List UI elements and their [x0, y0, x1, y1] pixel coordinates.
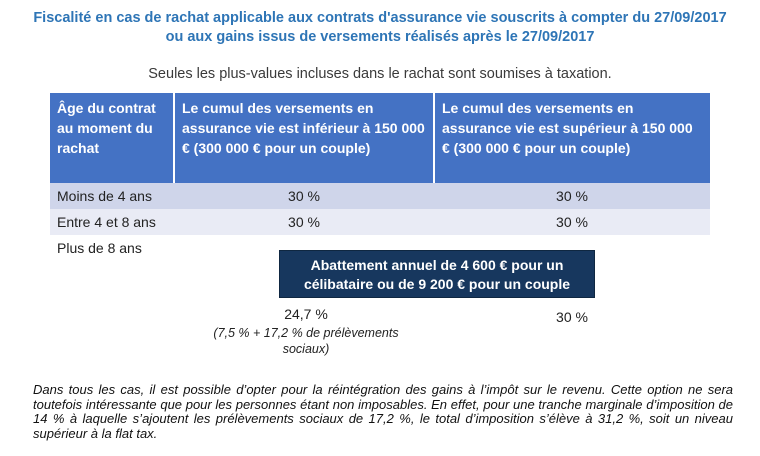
row-superieur-rate: 30 % — [434, 183, 710, 209]
table-row — [50, 183, 710, 209]
plus-8-inferieur-note: (7,5 % + 17,2 % de prélèvements sociaux) — [213, 326, 399, 356]
callout-line-1: Abattement annuel de 4 600 € pour un — [310, 257, 564, 273]
plus-8-superieur-rate: 30 % — [556, 309, 588, 325]
row-age: Plus de 8 ans — [50, 235, 174, 367]
header-age: Âge du contrat au moment du rachat — [50, 93, 174, 183]
header-inferieur: Le cumul des versements en assurance vie est inférieur à 150 000 € (300 000 € pour un couple) — [174, 93, 434, 183]
row-age: Moins de 4 ans — [50, 183, 174, 209]
subtitle: Seules les plus-values incluses dans le rachat sont soumises à taxation. — [148, 66, 612, 82]
row-age: Entre 4 et 8 ans — [50, 209, 174, 235]
table-row — [50, 209, 710, 235]
plus-8-inferieur-rate: 24,7 % — [284, 306, 328, 322]
title-line-2: ou aux gains issus de versements réalisés après le 27/09/2017 — [165, 29, 595, 45]
title-line-1: Fiscalité en cas de rachat applicable aux contrats d'assurance vie souscrits à compter du 27/09/2017 — [33, 10, 727, 26]
callout-line-2: célibataire ou de 9 200 € pour un couple — [303, 276, 571, 292]
row-inferieur-rate: 30 % — [174, 183, 434, 209]
row-superieur-rate: 30 % — [434, 209, 710, 235]
header-superieur: Le cumul des versements en assurance vie est supérieur à 150 000 € (300 000 € pour un couple) — [434, 93, 710, 183]
page-title — [0, 9, 760, 47]
abattement-callout — [279, 250, 595, 298]
footer-note: Dans tous les cas, il est possible d’opter pour la réintégration des gains à l’impôt sur le revenu. Cette option ne sera toutefois intéressante que pour les personnes étant non imposables. En effet, pour une tranche marginale d’imposition de 14 % à laquelle s’ajoutent les prélèvements sociaux de 17,2 %, le total d’imposition s’élève à 31,2 %, soit un niveau supérieur à la flat tax. — [33, 382, 733, 441]
row-inferieur-rate: 30 % — [174, 209, 434, 235]
table-header-row — [50, 93, 710, 183]
